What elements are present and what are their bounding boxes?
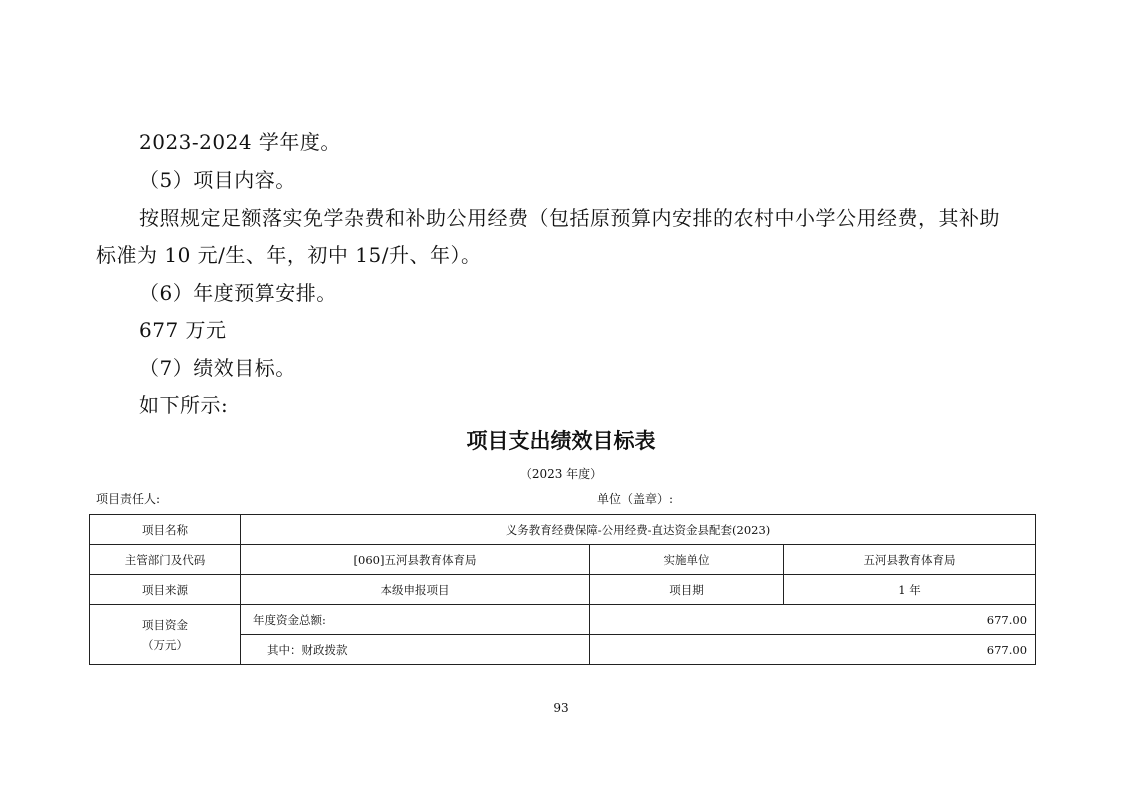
- impl-unit-value: 五河县教育体育局: [784, 545, 1036, 575]
- project-name-label: 项目名称: [90, 515, 241, 545]
- responsible-person-label: 项目责任人:: [96, 492, 161, 506]
- performance-goal-table: [89, 514, 1036, 665]
- dept-value: [060]五河县教育体育局: [241, 545, 590, 575]
- body-paragraph-3-line-2: 标准为 10 元/生、年，初中 15/升、年）。: [96, 243, 482, 267]
- project-name-value: 义务教育经费保障-公用经费-直达资金县配套(2023): [241, 515, 1036, 545]
- source-label: 项目来源: [90, 575, 241, 605]
- table-title: 项目支出绩效目标表: [466, 429, 656, 453]
- body-paragraph-2: （5）项目内容。: [139, 168, 296, 192]
- page-number: 93: [553, 701, 569, 715]
- table-row: [90, 605, 1036, 635]
- period-value: 1 年: [784, 575, 1036, 605]
- period-label: 项目期: [590, 575, 784, 605]
- impl-unit-label: 实施单位: [590, 545, 784, 575]
- table-subtitle: （2023 年度）: [519, 467, 603, 481]
- dept-label: 主管部门及代码: [90, 545, 241, 575]
- body-paragraph-5: 677 万元: [139, 318, 227, 342]
- body-paragraph-6: （7）绩效目标。: [139, 356, 296, 380]
- fund-label: [90, 605, 241, 665]
- unit-seal-label: 单位（盖章）:: [597, 492, 674, 506]
- body-paragraph-4: （6）年度预算安排。: [139, 281, 337, 305]
- fund-label-line-1: 项目资金: [142, 617, 188, 632]
- fund-label-line-2: （万元）: [142, 637, 188, 652]
- table-row: [90, 515, 1036, 545]
- annual-total-value: 677.00: [590, 605, 1036, 635]
- fiscal-value: 677.00: [590, 635, 1036, 665]
- source-value: 本级申报项目: [241, 575, 590, 605]
- fiscal-label: 其中：财政拨款: [241, 635, 590, 665]
- table-row: [90, 575, 1036, 605]
- table-row: [90, 545, 1036, 575]
- body-paragraph-7: 如下所示:: [139, 393, 229, 417]
- body-paragraph-1: 2023-2024 学年度。: [139, 130, 341, 154]
- annual-total-label: 年度资金总额:: [241, 605, 590, 635]
- body-paragraph-3-line-1: 按照规定足额落实免学杂费和补助公用经费（包括原预算内安排的农村中小学公用经费，其补助: [139, 206, 1000, 230]
